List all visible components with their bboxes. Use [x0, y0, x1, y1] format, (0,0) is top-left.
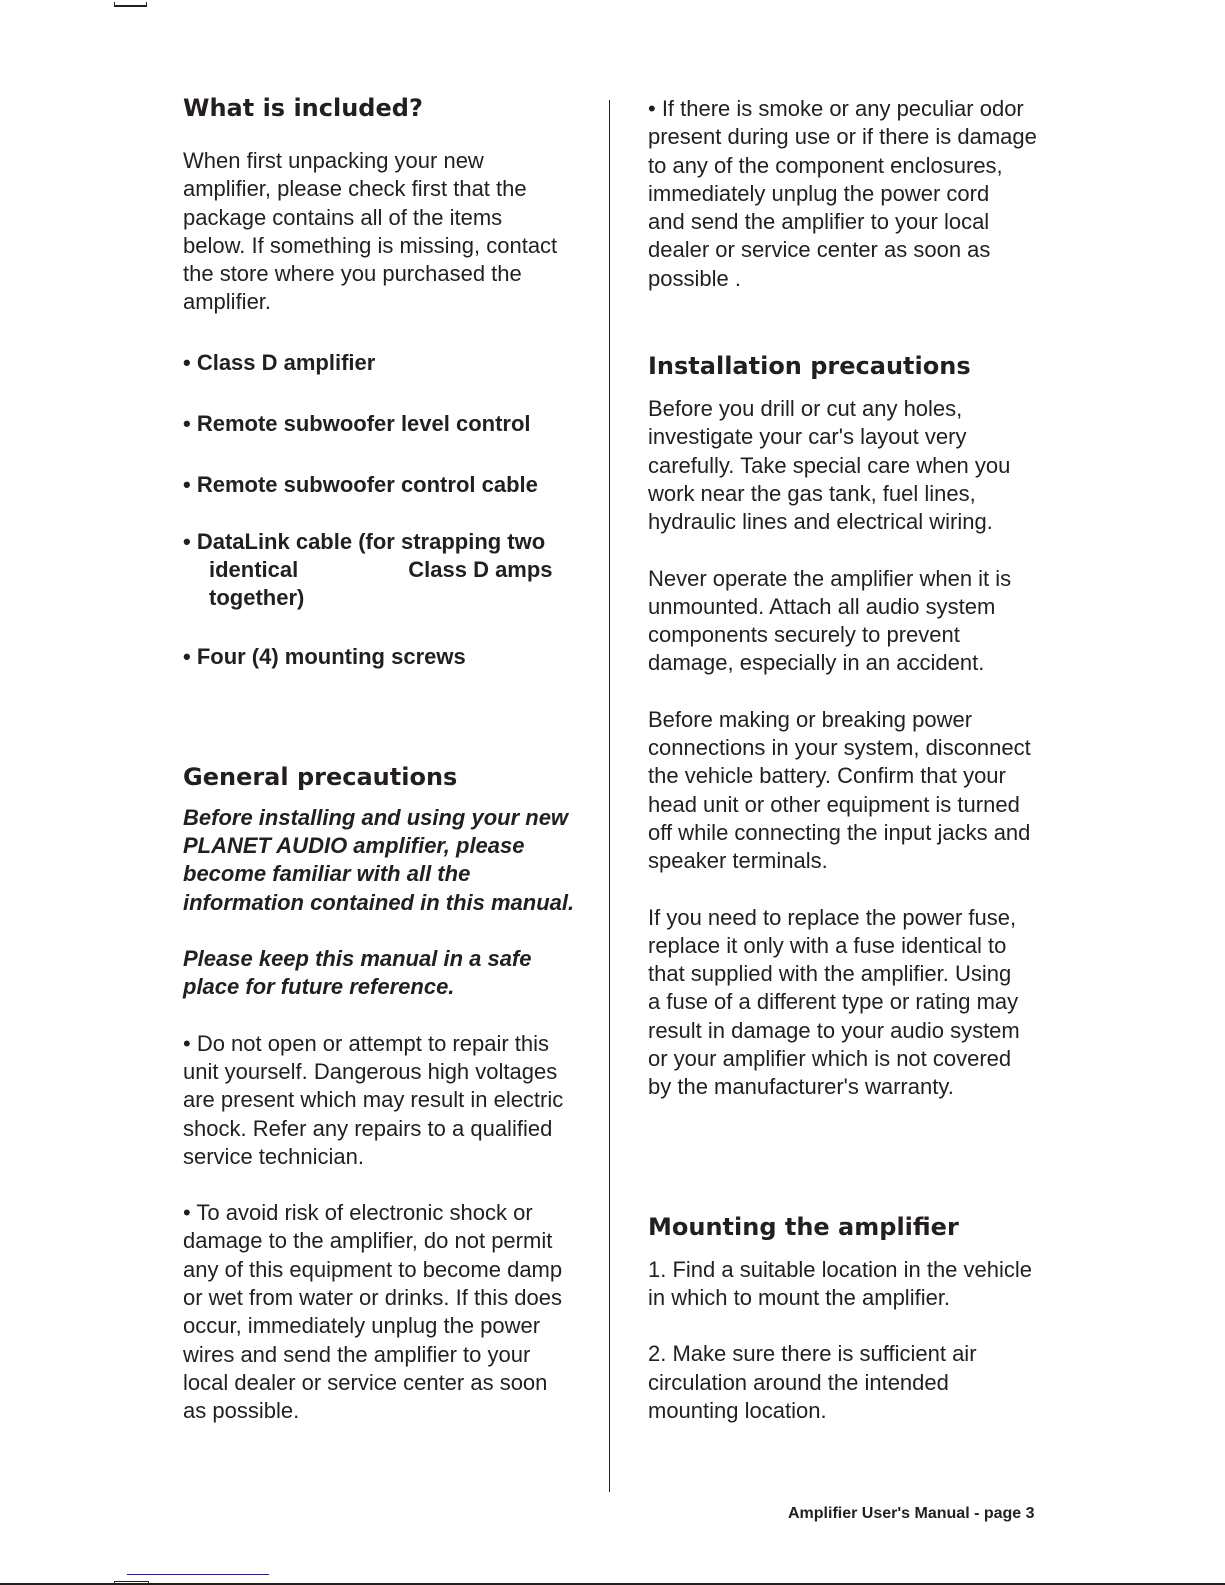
page-footer: Amplifier User's Manual - page 3	[788, 1505, 1035, 1522]
list-item: • DataLink cable (for strapping two	[183, 528, 546, 554]
heading-general-precautions: General precautions	[183, 762, 458, 791]
heading-what-is-included: What is included?	[183, 94, 423, 122]
included-intro: When first unpacking your new amplifier, please check first that the package contains all of the items below. If something is missing, contact the store where you purchased the amplifier.	[183, 148, 558, 315]
mounting-step: 2. Make sure there is sufficient air circulation around the intended mounting location.	[648, 1341, 977, 1423]
list-item: • Remote subwoofer control cable	[183, 472, 538, 498]
precaution-bullet: • If there is smoke or any peculiar odor present during use or if there is damage to any of the component enclosures, immediately unplug the power cord and send the amplifier to your local dealer or service center as soon as possible .	[648, 96, 1037, 291]
heading-mounting: Mounting the amplifier	[648, 1212, 959, 1241]
keep-manual-note: Please keep this manual in a safe place for future reference.	[183, 946, 532, 1000]
precaution-bullet: • To avoid risk of electronic shock or damage to the amplifier, do not permit any of this equipment to become damp or wet from water or drinks. If this does occur, immediately unplug the power wires and send the amplifier to your local dealer or service center as soon as possible.	[183, 1200, 563, 1424]
crop-mark-bottom	[114, 1581, 149, 1585]
column-divider	[609, 100, 610, 1492]
heading-installation-precautions: Installation precautions	[648, 352, 971, 381]
mounting-step: 1. Find a suitable location in the vehicle in which to mount the amplifier.	[648, 1256, 1033, 1310]
left-column	[183, 93, 593, 1426]
install-paragraph: Before you drill or cut any holes, investigate your car's layout very carefully. Take special care when you work near the gas tank, fuel lines, hydraulic lines and electrical wiring.	[648, 396, 1011, 535]
list-item: • Class D amplifier	[183, 349, 376, 375]
crop-mark-top	[114, 5, 147, 7]
list-item: • Remote subwoofer level control	[183, 411, 531, 437]
install-paragraph: Before making or breaking power connections in your system, disconnect the vehicle battery. Confirm that your head unit or other equipment is turned off while connecting the input jacks and speaker terminals.	[648, 706, 1031, 874]
list-item-continued: identical Class D amps	[209, 556, 553, 582]
install-paragraph: If you need to replace the power fuse, replace it only with a fuse identical to that supplied with the amplifier. Using a fuse of a different type or rating may result in damage to your audio system or your amplifier which is not covered by the manufacturer's warranty.	[648, 904, 1020, 1100]
list-item-continued: together)	[209, 585, 305, 611]
install-paragraph: Never operate the amplifier when it is unmounted. Attach all audio system components securely to prevent damage, especially in an accident.	[648, 565, 1012, 676]
general-intro: Before installing and using your new PLANET AUDIO amplifier, please become familiar with all the information contained in this manual.	[183, 804, 575, 915]
link-underline[interactable]	[127, 1574, 269, 1575]
right-column	[648, 95, 1048, 1425]
precaution-bullet: • Do not open or attempt to repair this unit yourself. Dangerous high voltages are present which may result in electric shock. Refer any repairs to a qualified service technician.	[183, 1030, 564, 1169]
list-item: • Four (4) mounting screws	[183, 643, 466, 669]
